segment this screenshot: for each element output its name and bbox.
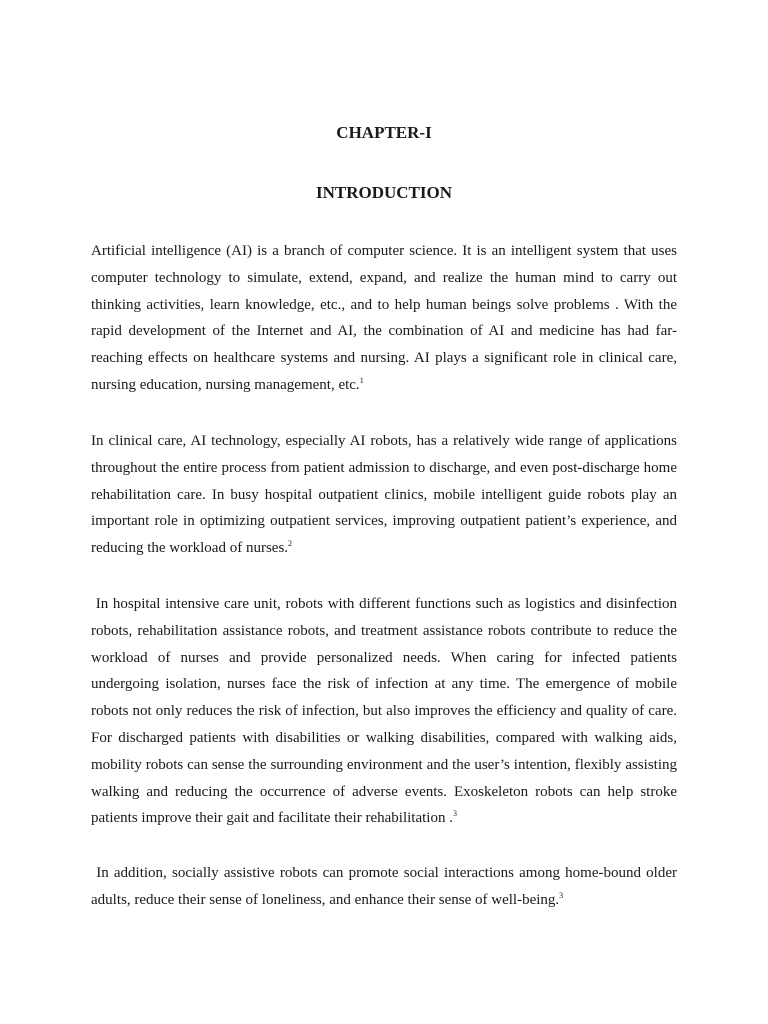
footnote-reference: 2: [288, 539, 293, 549]
chapter-heading: CHAPTER-I: [336, 123, 432, 142]
footnote-reference: 3: [559, 890, 564, 900]
paragraph-text: In hospital intensive care unit, robots with different functions such as logistics and disinfection robots, rehabilitation assistance robots, and treatment assistance robots contribute to reduce the workload of nurses and provide personalized needs. When caring for infected patients undergoing isolation, nurses face the risk of infection at any time. The emergence of mobile robots not only reduces the risk of infection, but also improves the efficiency and quality of care. For discharged patients with disabilities or walking disabilities, compared with walking aids, mobility robots can sense the surrounding environment and the user’s intention, flexibly assisting walking and reducing the occurrence of adverse events. Exoskeleton robots can help stroke patients improve their gait and facilitate their rehabilitation .: [91, 596, 678, 827]
paragraph-social-robots: [91, 860, 677, 914]
paragraph-text: Artificial intelligence (AI) is a branch of computer science. It is an intelligent system that uses computer technology to simulate, extend, expand, and realize the human mind to carry out thinking activities, learn knowledge, etc., and to help human beings solve problems . With the rapid development of the Internet and AI, the combination of AI and medicine has had far-reaching effects on healthcare systems and nursing. AI plays a significant role in clinical care, nursing education, nursing management, etc.: [91, 243, 677, 393]
footnote-reference: 1: [359, 375, 364, 385]
paragraph-clinical-care: [91, 428, 677, 562]
paragraph-ai-definition: [91, 238, 677, 399]
paragraph-text: In clinical care, AI technology, especially AI robots, has a relatively wide range of applications throughout the entire process from patient admission to discharge, and even post-discharge home rehabilitation care. In busy hospital outpatient clinics, mobile intelligent guide robots play an important role in optimizing outpatient services, improving outpatient patient’s experience, and reducing the workload of nurses.: [91, 433, 677, 557]
section-heading: INTRODUCTION: [315, 183, 453, 202]
footnote-reference: 3: [452, 809, 457, 819]
paragraph-intensive-care: [91, 591, 677, 832]
paragraph-text: In addition, socially assistive robots can promote social interactions among home-bound older adults, reduce their sense of loneliness, and enhance their sense of well-being.: [91, 865, 678, 908]
